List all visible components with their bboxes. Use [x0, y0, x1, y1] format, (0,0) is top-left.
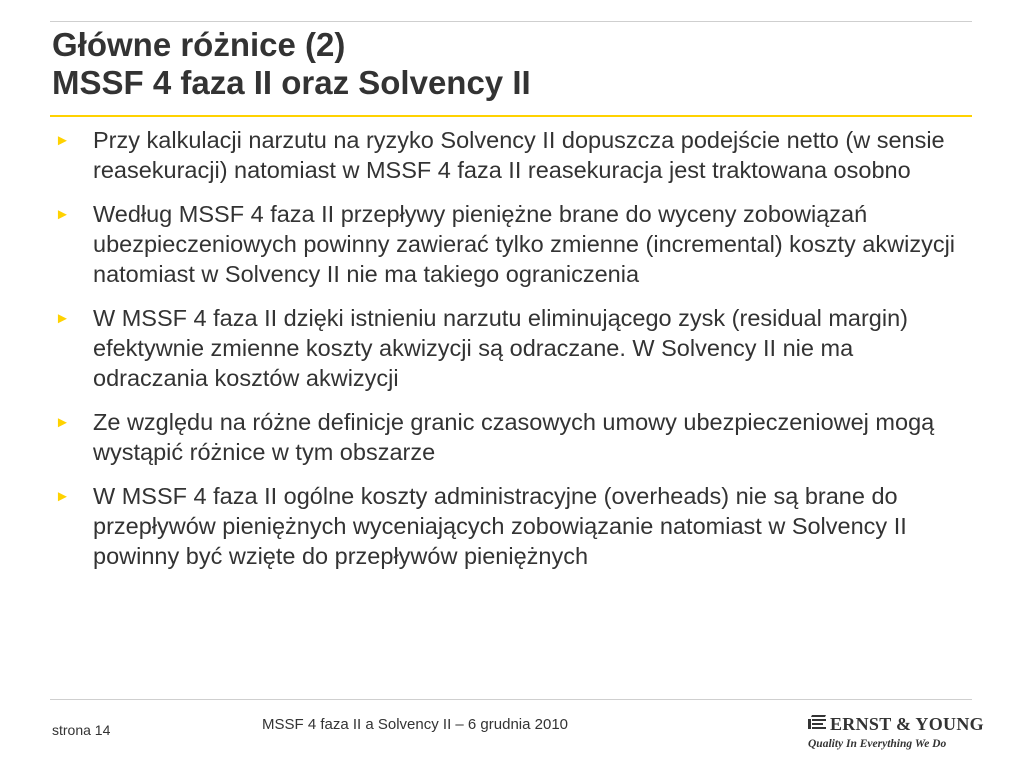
title-line-2: MSSF 4 faza II oraz Solvency II — [52, 64, 531, 101]
bullet-item — [55, 407, 970, 467]
bullet-text: Przy kalkulacji narzutu na ryzyko Solvency II dopuszcza podejście netto (w sensie reasekuracji) natomiast w MSSF 4 faza II reasekuracja jest traktowana osobno — [93, 127, 945, 183]
company-logo — [808, 714, 984, 750]
title-accent-divider — [50, 115, 972, 117]
bullet-list — [55, 125, 970, 585]
bullet-text: W MSSF 4 faza II dzięki istnieniu narzutu eliminującego zysk (residual margin) efektywnie zmienne koszty akwizycji są odraczane. W Solvency II nie ma odraczania kosztów akwizycji — [93, 305, 908, 391]
bullet-item — [55, 199, 970, 289]
footer-divider — [50, 699, 972, 700]
bullet-item — [55, 303, 970, 393]
logo-wordmark: ERNST & YOUNG — [830, 714, 984, 734]
bullet-arrow-icon: ► — [55, 206, 70, 223]
top-divider — [50, 21, 972, 22]
bullet-text: Według MSSF 4 faza II przepływy pieniężne brane do wyceny zobowiązań ubezpieczeniowych powinny zawierać tylko zmienne (incremental) koszty akwizycji natomiast w Solvency II nie ma takiego ograniczenia — [93, 201, 956, 287]
footer-text: MSSF 4 faza II a Solvency II – 6 grudnia 2010 — [262, 716, 569, 733]
bullet-item — [55, 125, 970, 185]
title-line-1: Główne różnice (2) — [52, 26, 346, 63]
page-number: strona 14 — [52, 722, 111, 738]
bullet-arrow-icon: ► — [55, 132, 70, 149]
bullet-arrow-icon: ► — [55, 414, 70, 431]
bullet-text: Ze względu na różne definicje granic czasowych umowy ubezpieczeniowej mogą wystąpić różnice w tym obszarze — [93, 409, 935, 465]
ey-beam-icon — [808, 715, 826, 734]
slide-title — [52, 26, 531, 102]
logo-tagline: Quality In Everything We Do — [808, 738, 947, 750]
bullet-arrow-icon: ► — [55, 488, 70, 505]
bullet-item — [55, 481, 970, 571]
bullet-arrow-icon: ► — [55, 310, 70, 327]
bullet-text: W MSSF 4 faza II ogólne koszty administracyjne (overheads) nie są brane do przepływów pieniężnych wyceniających zobowiązanie natomiast w Solvency II powinny być wzięte do przepływów pieniężnych — [93, 483, 907, 569]
